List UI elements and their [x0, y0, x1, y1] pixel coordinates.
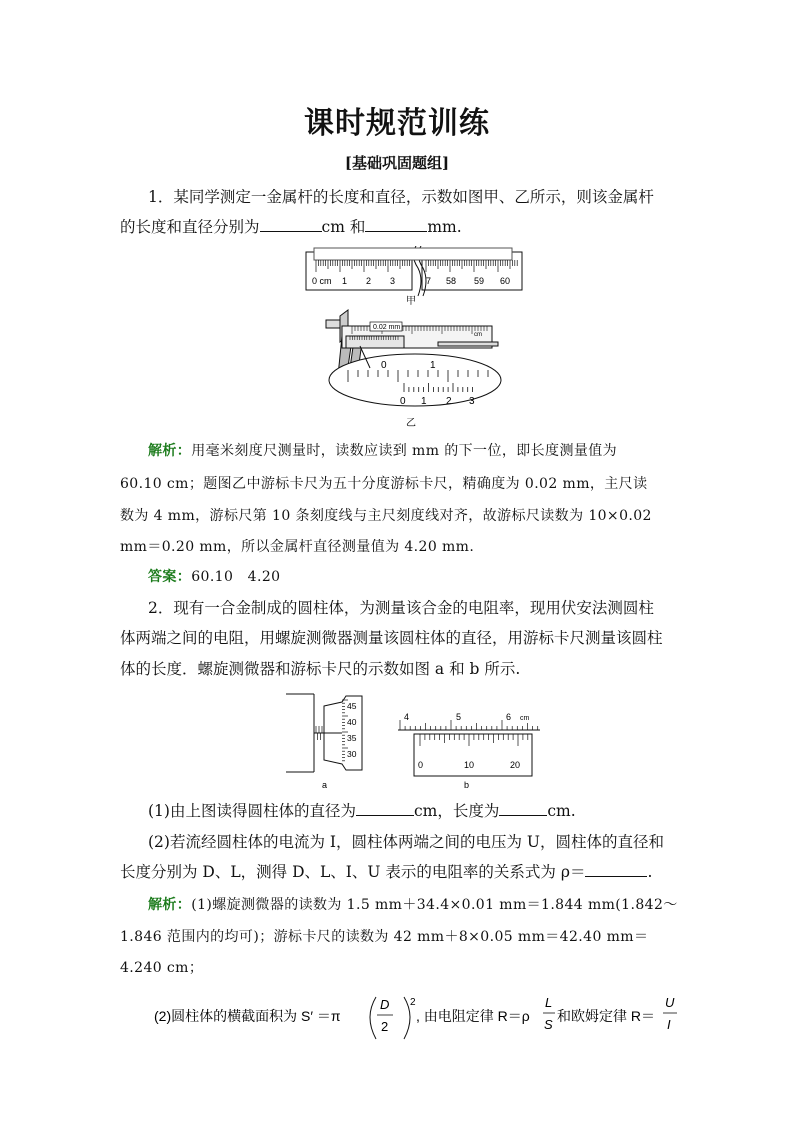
answer-blank-length [260, 217, 322, 232]
micrometer-label: 30 [347, 749, 357, 759]
q1-explanation-line: 60.10 cm；题图乙中游标卡尺为五十分度游标卡尺，精确度为 0.02 mm，主尺读 [120, 476, 648, 492]
ruler-figure [300, 246, 530, 308]
formula-S: S [544, 1017, 553, 1032]
formula-I: I [667, 1017, 671, 1032]
zoom-vernier-label: 0 [400, 396, 406, 407]
ruler-label: 0 cm [312, 276, 332, 286]
micrometer-label: 35 [347, 733, 357, 743]
zoom-ellipse [329, 354, 501, 406]
formula-D: D [380, 997, 390, 1012]
answer-blank-length [499, 801, 547, 816]
q2-explanation-line: 解析：(1)螺旋测微器的读数为 1.5 mm＋34.4×0.01 mm＝1.844 mm(1.842～ [148, 897, 678, 913]
q2-line: 体两端之间的电阻，用螺旋测微器测量该圆柱体的直径，用游标卡尺测量该圆柱 [120, 629, 663, 647]
figure-caption-a: a [322, 780, 328, 790]
formula-L: L [545, 995, 553, 1010]
q1-line-1: 1．某同学测定一金属杆的长度和直径，示数如图甲、乙所示，则该金属杆 [148, 188, 654, 206]
formula-left-paren [370, 997, 376, 1039]
ruler-label: 59 [474, 276, 485, 286]
caliper-b-unit: cm [520, 715, 530, 722]
q1-answer [148, 567, 708, 587]
figure-label-jia: 甲 [406, 296, 416, 307]
formula-square: 2 [410, 997, 416, 1008]
formula-text-2: , 由电阻定律 R＝ρ [416, 1008, 530, 1024]
ruler-label: 3 [390, 276, 396, 286]
caliper-b-vernier-label: 20 [510, 760, 521, 770]
zoom-vernier-label: 1 [421, 396, 427, 407]
answer-blank-diameter [365, 217, 427, 232]
q1-explanation-line: 解析：用毫米刻度尺测量时，读数应读到 mm 的下一位，即长度测量值为 [148, 443, 618, 459]
explanation-label: 解析： [148, 443, 192, 459]
section-heading: [基础巩固题组] [344, 154, 450, 172]
metal-rod [314, 248, 512, 260]
zoom-vernier-label: 3 [469, 396, 475, 407]
answer-blank-resistivity [585, 862, 647, 877]
answer-blank-diameter [356, 801, 414, 816]
zoom-vernier-label: 2 [446, 396, 452, 407]
q2-line: 体的长度．螺旋测微器和游标卡尺的示数如图 a 和 b 所示. [120, 660, 521, 678]
caliper-fixed-jaw [326, 320, 340, 328]
zoom-main-label: 0 [381, 360, 387, 371]
caliper-depth-rod [438, 342, 498, 346]
q1-line-2 [120, 217, 680, 237]
caliper-precision-label: 0.02 mm [373, 324, 401, 331]
caliper-b-main-label: 4 [404, 712, 410, 722]
formula-two: 2 [381, 1019, 389, 1034]
caliper-b-figure [394, 706, 544, 795]
ruler-label: 1 [342, 276, 348, 286]
formula-text-1: (2)圆柱体的横截面积为 S′ ＝π [154, 1008, 341, 1024]
micrometer-figure [284, 690, 384, 795]
caliper-b-main-label: 5 [456, 712, 462, 722]
figure-caption-b: b [464, 780, 470, 790]
q2-explanation-line: 1.846 范围内的均可)；游标卡尺的读数为 42 mm＋8×0.05 mm＝42.40 mm＝ [120, 929, 649, 945]
micrometer-label: 40 [347, 717, 357, 727]
ruler-label: 60 [500, 276, 511, 286]
q2-sub2-line: 长度分别为 D、L，测得 D、L、I、U 表示的电阻率的关系式为 ρ＝ . [120, 863, 653, 881]
zoom-main-label: 1 [430, 360, 436, 371]
q1-explanation-line: mm＝0.20 mm，所以金属杆直径测量值为 4.20 mm. [120, 539, 475, 555]
answer-label: 答案： [148, 569, 192, 585]
ruler-label: 7 [426, 276, 432, 286]
formula-U: U [665, 995, 675, 1010]
q1-line-2-b: cm 和 [321, 218, 366, 236]
ruler-label: 2 [366, 276, 372, 286]
ruler-label: 58 [446, 276, 457, 286]
explanation-label: 解析： [148, 897, 192, 913]
caliper-figure [318, 306, 504, 430]
formula-line [120, 985, 690, 1045]
caliper-b-vernier-label: 10 [464, 760, 475, 770]
caliper-unit-label: cm [474, 332, 482, 338]
figure-label-yi: 乙 [406, 418, 416, 429]
caliper-b-main-label: 6 [506, 712, 512, 722]
q1-explanation-line: 数为 4 mm，游标尺第 10 条刻度线与主尺刻度线对齐，故游标尺读数为 10×0.02 [120, 508, 652, 524]
q1-line-2-c: mm. [427, 218, 462, 236]
page-title: 课时规范训练 [304, 106, 490, 141]
answer-value: 60.10 4.20 [191, 569, 281, 585]
q2-explanation-line: 4.240 cm； [120, 960, 204, 976]
q1-line-2-a: 的长度和直径分别为 [120, 218, 260, 236]
formula-text-3: 和欧姆定律 R＝ [557, 1008, 655, 1024]
micrometer-label: 45 [347, 701, 357, 711]
q2-sub1: (1)由上图读得圆柱体的直径为 cm，长度为 cm. [148, 802, 576, 820]
q2-sub2-line: (2)若流经圆柱体的电流为 I，圆柱体两端之间的电压为 U，圆柱体的直径和 [148, 833, 664, 851]
q2-line: 2．现有一合金制成的圆柱体，为测量该合金的电阻率，现用伏安法测圆柱 [148, 599, 654, 617]
caliper-b-vernier-label: 0 [418, 760, 424, 770]
